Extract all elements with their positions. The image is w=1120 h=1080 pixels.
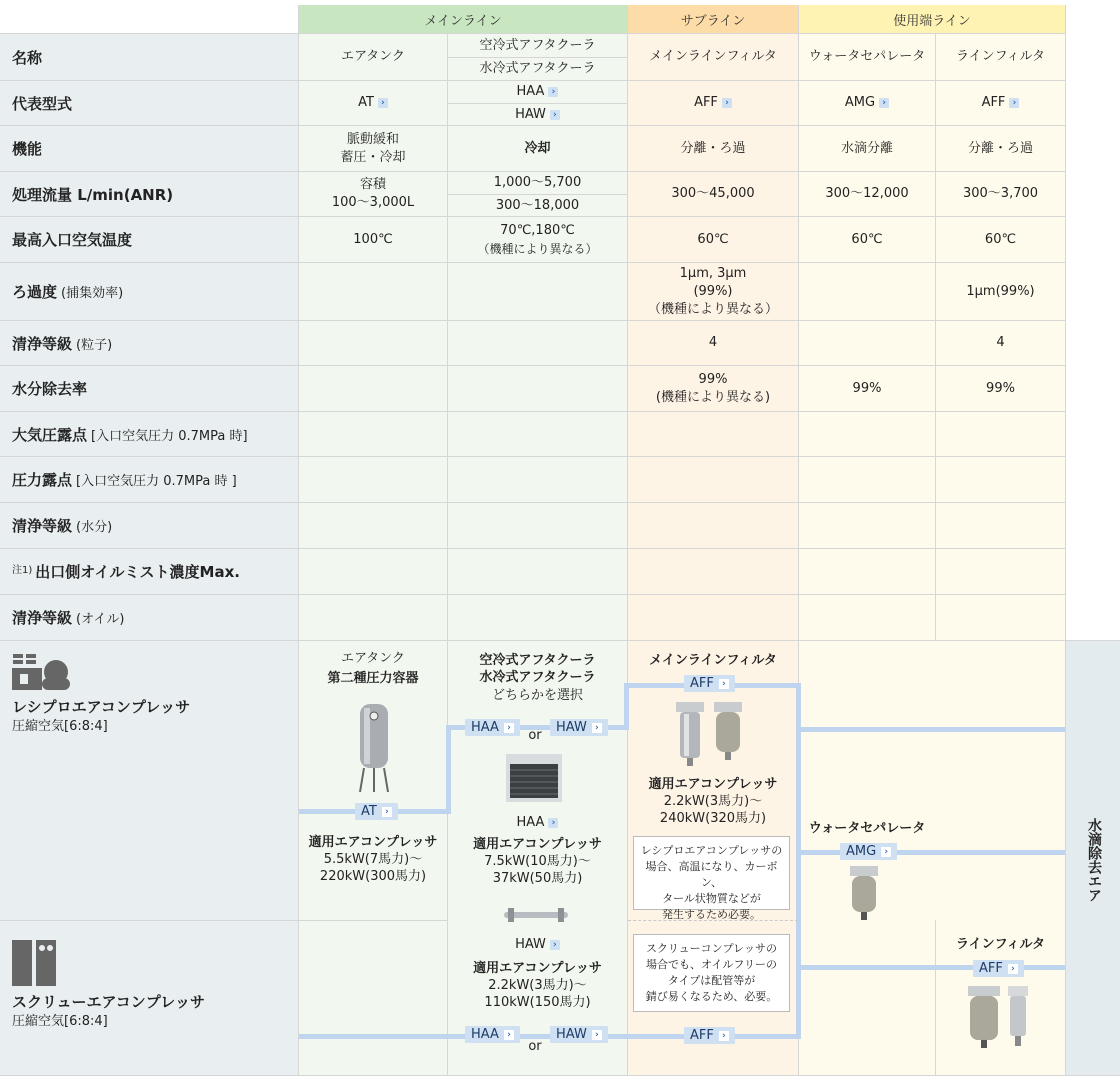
cell-name-haw: 水冷式アフタクーラ: [479, 61, 596, 76]
haa-image: [504, 750, 564, 806]
line-filter-image: [966, 984, 1032, 1050]
header-main-line: メインライン: [299, 5, 627, 33]
note-recip: レシプロエアコンプレッサの 場合、高温になり、カーボン、 タール状物質などが 発生するため必要。: [633, 836, 790, 910]
row-label-oil-mist: 注1) 出口側オイルミスト濃度Max.: [12, 563, 240, 581]
cell-particle-line-filter: 4: [996, 335, 1005, 350]
cell-flow-line-filter: 300〜3,700: [962, 186, 1039, 201]
lf-title: ラインフィルタ: [955, 937, 1046, 952]
cell-flow-aff: 300〜45,000: [671, 186, 755, 201]
cell-flow-haa: 1,000〜5,700: [493, 175, 582, 190]
air-tank-image: [356, 698, 392, 794]
main-line-filter-image: [674, 700, 746, 768]
chevron-right-icon: ›: [719, 1031, 729, 1041]
cell-temp-line-filter: 60℃: [984, 231, 1017, 247]
note-screw: スクリューコンプレッサの 場合でも、オイルフリーの タイプは配管等が 錆び易くなるため、必要。: [633, 934, 790, 1012]
cell-temp-at: 100℃: [353, 231, 393, 247]
cell-function-cooler: 冷却: [524, 140, 551, 156]
chevron-right-icon: ›: [504, 1030, 514, 1040]
tag-haw-top[interactable]: HAW ›: [550, 719, 608, 736]
tag-haa-bottom[interactable]: HAA ›: [465, 1026, 520, 1043]
aff-apply-2: 240kW(320馬力): [659, 811, 767, 826]
cooler-title-3: どちらかを選択: [491, 688, 583, 703]
haw-apply-1: 2.2kW(3馬力)〜: [488, 978, 587, 993]
chevron-right-icon: ›: [382, 807, 392, 817]
tag-haw-bottom[interactable]: HAW ›: [550, 1026, 608, 1043]
row-label-name: 名称: [12, 48, 43, 67]
chevron-right-icon: ›: [1008, 964, 1018, 974]
aff-apply-1: 2.2kW(3馬力)〜: [663, 794, 763, 809]
row-label-pressure-dew: 圧力露点 [入口空気圧力 0.7MPa 時 ]: [12, 471, 237, 489]
cell-model-amg[interactable]: AMG ›: [799, 81, 935, 125]
tag-haa-top[interactable]: HAA ›: [465, 719, 520, 736]
amg-title: ウォータセパレータ: [808, 821, 926, 836]
cell-particle-aff: 4: [708, 335, 718, 350]
row-label-water-class: 清浄等級 (水分): [12, 517, 113, 535]
water-separator-image: [850, 866, 878, 922]
reciprocating-compressor-icon: [12, 652, 70, 692]
row-label-temp: 最高入口空気温度: [12, 231, 133, 249]
haa-label[interactable]: HAA ›: [448, 814, 627, 831]
cell-water-aff: 99% (機種により異なる): [655, 371, 771, 405]
cell-function-line-filter: 分離・ろ過: [967, 140, 1033, 156]
cell-function-amg: 水滴分離: [840, 140, 893, 156]
recip-title: レシプロエアコンプレッサ: [12, 698, 191, 716]
chevron-right-icon: ›: [719, 679, 729, 689]
tag-aff-bottom[interactable]: AFF ›: [684, 1027, 735, 1044]
tag-at[interactable]: AT ›: [355, 803, 398, 820]
row-label-flow: 処理流量 L/min(ANR): [12, 185, 174, 204]
cooler-title-2: 水冷式アフタクーラ: [479, 670, 596, 685]
haa-apply-1: 7.5kW(10馬力)〜: [484, 854, 591, 869]
row-label-filtration: ろ過度 (捕集効率): [12, 283, 124, 301]
cell-name-haa: 空冷式アフタクーラ: [479, 37, 596, 53]
tank-apply-2: 220kW(300馬力): [319, 869, 427, 884]
row-label-atm-dew: 大気圧露点 [入口空気圧力 0.7MPa 時]: [12, 425, 248, 444]
row-label-oil-class: 清浄等級 (オイル): [12, 609, 125, 627]
chevron-right-icon: ›: [879, 98, 889, 108]
chevron-right-icon: ›: [550, 940, 560, 950]
chevron-right-icon: ›: [548, 818, 558, 828]
recip-sub: 圧縮空気[6:8:4]: [12, 719, 108, 734]
cooler-title-1: 空冷式アフタクーラ: [479, 653, 596, 668]
haw-image: [500, 906, 572, 924]
chevron-right-icon: ›: [1009, 98, 1019, 108]
chevron-right-icon: ›: [592, 1030, 602, 1040]
cell-temp-aff: 60℃: [697, 231, 729, 247]
cell-flow-haw: 300〜18,000: [495, 197, 580, 213]
tank-title-1: エアタンク: [341, 651, 405, 666]
aff-title: メインラインフィルタ: [649, 653, 777, 668]
tank-title-2: 第二種圧力容器: [327, 671, 419, 686]
screw-title: スクリューエアコンプレッサ: [12, 993, 206, 1011]
haw-apply-2: 110kW(150馬力): [484, 995, 591, 1010]
cell-flow-amg: 300〜12,000: [825, 186, 909, 201]
aff-apply-title: 適用エアコンプレッサ: [648, 777, 778, 792]
row-label-particle: 清浄等級 (粒子): [12, 334, 113, 353]
cell-filtration-aff: 1μm, 3μm (99%) （機種により異なる）: [647, 265, 778, 317]
header-use-line: 使用端ライン: [799, 5, 1065, 33]
cell-function-at: 脈動緩和 蓄圧・冷却: [340, 131, 406, 165]
tank-apply-title: 適用エアコンプレッサ: [308, 835, 438, 850]
cell-water-amg: 99%: [852, 380, 882, 396]
tank-apply-1: 5.5kW(7馬力)〜: [323, 852, 423, 867]
chevron-right-icon: ›: [550, 110, 560, 120]
screw-compressor-icon: [12, 938, 58, 986]
or-top: or: [528, 728, 542, 743]
cell-name-amg: ウォータセパレータ: [808, 49, 926, 64]
cell-name-aff: メインラインフィルタ: [649, 49, 777, 64]
chevron-right-icon: ›: [504, 723, 514, 733]
chevron-right-icon: ›: [548, 87, 558, 97]
tag-amg[interactable]: AMG ›: [840, 843, 897, 860]
cell-model-aff[interactable]: AFF ›: [628, 81, 798, 125]
cell-filtration-line-filter: 1μm(99%): [966, 283, 1035, 299]
cell-function-aff: 分離・ろ過: [680, 140, 746, 156]
chevron-right-icon: ›: [722, 98, 732, 108]
row-label-water-removal: 水分除去率: [12, 380, 88, 398]
chevron-right-icon: ›: [378, 98, 388, 108]
cell-temp-amg: 60℃: [851, 231, 883, 247]
screw-sub: 圧縮空気[6:8:4]: [12, 1014, 108, 1029]
haw-label[interactable]: HAW ›: [448, 936, 627, 953]
header-sub-line: サブライン: [628, 5, 798, 33]
row-label-model: 代表型式: [12, 94, 73, 113]
chevron-right-icon: ›: [592, 723, 602, 733]
output-label: 水滴除去エア: [1086, 818, 1102, 902]
cell-model-at[interactable]: AT ›: [299, 81, 447, 125]
haa-apply-title: 適用エアコンプレッサ: [473, 837, 602, 852]
haw-apply-title: 適用エアコンプレッサ: [473, 961, 602, 976]
or-bottom: or: [528, 1039, 542, 1054]
cell-temp-cooler: 70℃,180℃ （機種により異なる）: [477, 222, 598, 256]
row-label-function: 機能: [12, 140, 43, 158]
cell-water-line-filter: 99%: [986, 380, 1015, 396]
tag-lf[interactable]: AFF ›: [973, 960, 1024, 977]
cell-model-haw[interactable]: HAW ›: [448, 104, 627, 125]
chevron-right-icon: ›: [881, 847, 891, 857]
cell-model-haa[interactable]: HAA ›: [448, 81, 627, 103]
tag-aff-top[interactable]: AFF ›: [684, 675, 735, 692]
cell-name-at: エアタンク: [341, 49, 405, 64]
cell-model-line-filter[interactable]: AFF ›: [936, 81, 1065, 125]
haa-apply-2: 37kW(50馬力): [492, 871, 583, 886]
cell-name-line-filter: ラインフィルタ: [955, 49, 1046, 64]
cell-flow-at: 容積 100〜3,000L: [331, 177, 415, 210]
